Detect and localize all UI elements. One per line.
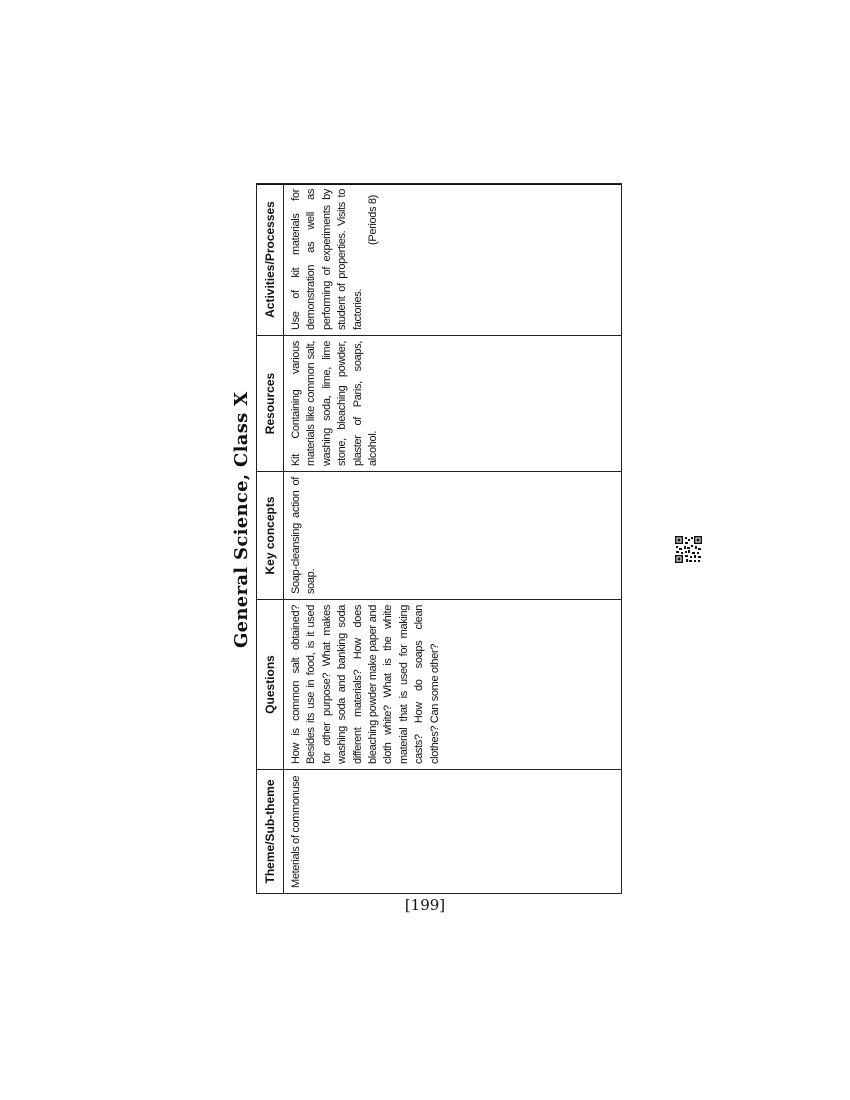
header-theme: Theme/Sub-theme [257,770,284,894]
header-questions: Questions [257,600,284,770]
syllabus-table-frame [256,184,622,894]
header-resources: Resources [257,336,284,472]
cell-questions-text: How is common salt obtained? Besides its use in food, is it used for other purpose? What makes washing soda and banking soda different materials? How does bleaching powder make paper and cloth white? What is the white material that is used for making casts? How do soaps clean clothes? Can some other? [290,605,441,764]
cell-key-concepts-text: Soap-cleansing action of soap. [290,477,318,594]
header-key-concepts: Key concepts [257,472,284,600]
cell-questions [284,600,622,770]
cell-resources [284,336,622,472]
periods-note: (Periods 8) [367,195,380,245]
syllabus-table-rotator [256,184,622,894]
cell-theme-text: Meterials of commonuse [290,775,302,888]
table-row [284,184,622,894]
cell-activities-text: Use of kit materials for demonstration as well as performing of experiments by student of properties. Visits to factories. [290,189,364,330]
page-heading-wrap [227,391,257,648]
cell-key-concepts [284,472,622,600]
header-activities: Activities/Processes [257,184,284,336]
page-heading: General Science, Class X [231,391,252,648]
page-number: [199] [404,896,446,914]
cell-resources-text: Kit Containing various materials like common salt, washing soda, lime, lime stone, bleaching powder, plaster of Paris, soaps, alcohol. [290,341,380,466]
cell-activities [284,184,622,336]
table-header-row [257,184,284,894]
cell-theme [284,770,622,894]
syllabus-table [256,183,622,894]
qr-code-icon [675,536,702,563]
